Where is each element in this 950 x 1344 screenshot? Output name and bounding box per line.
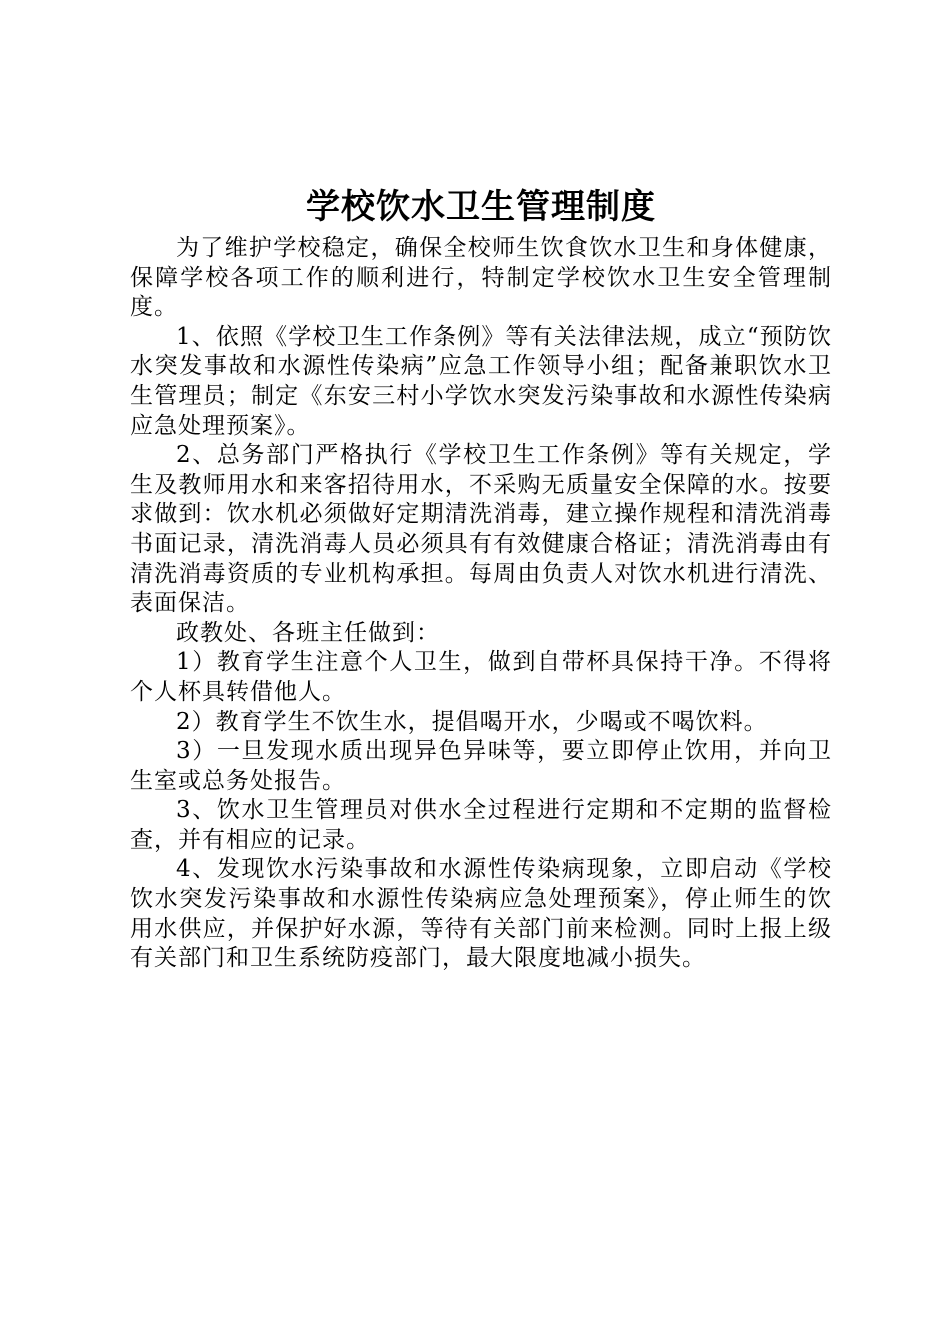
paragraph-item-2: 2、总务部门严格执行《学校卫生工作条例》等有关规定，学生及教师用水和来客招待用水，不采购无质量安全保障的水。按要求做到：饮水机必须做好定期清洗消毒，建立操作规程和清洗消毒书面记录，清洗消毒人员必须具有有效健康合格证；清洗消毒由有清洗消毒资质的专业机构承担。每周由负责人对饮水机进行清洗、表面保洁。 [130, 442, 832, 617]
document-body [130, 234, 832, 974]
paragraph-subitem-1: 1）教育学生注意个人卫生，做到自带杯具保持干净。不得将个人杯具转借他人。 [130, 649, 832, 705]
paragraph-item-3: 3、饮水卫生管理员对供水全过程进行定期和不定期的监督检查，并有相应的记录。 [130, 797, 832, 853]
paragraph-subitem-2: 2）教育学生不饮生水，提倡喝开水，少喝或不喝饮料。 [176, 708, 768, 735]
paragraph-item-1: 1、依照《学校卫生工作条例》等有关法律法规，成立“预防饮水突发事故和水源性传染病”应急工作领导小组；配备兼职饮水卫生管理员；制定《东安三村小学饮水突发污染事故和水源性传染病应急处理预案》。 [130, 323, 832, 439]
document-title: 学校饮水卫生管理制度 [306, 187, 656, 227]
paragraph-subheading: 政教处、各班主任做到： [176, 619, 440, 646]
paragraph-item-4: 4、发现饮水污染事故和水源性传染病现象，立即启动《学校饮水突发污染事故和水源性传染病应急处理预案》，停止师生的饮用水供应，并保护好水源，等待有关部门前来检测。同时上报上级有关部门和卫生系统防疫部门，最大限度地减小损失。 [130, 856, 832, 972]
intro-paragraph: 为了维护学校稳定，确保全校师生饮食饮水卫生和身体健康，保障学校各项工作的顺利进行，特制定学校饮水卫生安全管理制度。 [130, 235, 832, 321]
paragraph-subitem-3: 3）一旦发现水质出现异色异味等，要立即停止饮用，并向卫生室或总务处报告。 [130, 738, 832, 794]
document-page [130, 182, 832, 974]
